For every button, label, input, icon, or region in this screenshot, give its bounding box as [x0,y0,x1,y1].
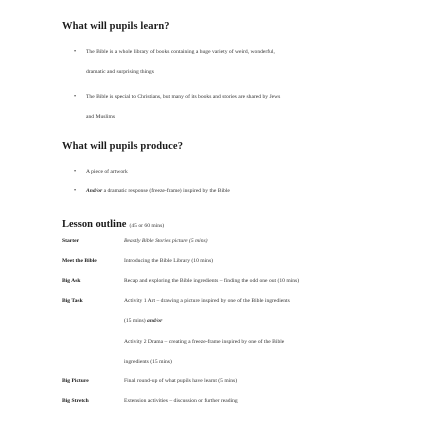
produce-bullet-1-text: A piece of artwork [86,169,128,175]
row-text-meet: Introducing the Bible Library (10 mins) [124,258,214,264]
learn-bullet-2-line1: The Bible is special to Christians, but many of its books and stories are shared by Jews [86,94,281,100]
starter-text: Beastly Bible Stories picture (5 mins) [124,238,208,244]
row-label-meet: Meet the Bible [62,258,97,264]
lesson-outline-heading: Lesson outline [62,219,127,230]
row-text-bigask: Recap and exploring the Bible ingredients – finding the odd one out (10 mins) [124,278,300,284]
bullet-dot: • [74,169,77,175]
learn-bullet-2 [74,93,386,120]
learn-bullet-2-line2: and Muslims [86,114,116,120]
learn-bullet-1 [74,48,386,75]
lesson-duration: (45 or 60 mins) [129,223,165,229]
row-text-bigpicture: Final round-up of what pupils have learnt (5 mins) [124,378,238,384]
row-label-bigtask: Big Task [62,298,83,304]
row-text-starter [124,238,208,244]
and-or-emphasis: And/or [86,188,103,194]
row-label-bigpicture: Big Picture [62,378,89,384]
bigtask-duration: (15 mins) [124,318,146,324]
row-label-bigask: Big Ask [62,278,81,284]
learn-heading: What will pupils learn? [62,21,170,32]
lesson-outline-title [62,214,164,232]
bigtask-and-or: and/or [147,318,163,324]
produce-bullet-2-text: a dramatic response (freeze-frame) inspired by the Bible [102,188,230,194]
row-text-bigtask-line1: Activity 1 Art – drawing a picture inspired by one of the Bible ingredients [124,298,290,304]
bullet-dot: • [74,49,77,55]
learn-bullet-1-line1: The Bible is a whole library of books containing a huge variety of weird, wonderful, [86,49,275,55]
bullet-dot: • [74,188,77,194]
learn-bullet-1-line2: dramatic and surprising things [86,69,154,75]
row-text-bigtask-line3: Activity 2 Drama – creating a freeze-frame inspired by one of the Bible [124,339,285,345]
bullet-dot: • [74,94,77,100]
row-text-bigstretch: Extension activities – discussion or further reading [124,398,238,404]
produce-bullet-2 [74,187,230,195]
produce-bullet-1 [74,168,128,176]
row-label-starter: Starter [62,238,80,244]
produce-heading: What will pupils produce? [62,141,184,152]
row-text-bigtask-line2 [124,318,162,324]
row-text-bigtask-line4: ingredients (15 mins) [124,359,172,365]
row-label-bigstretch: Big Stretch [62,398,89,404]
